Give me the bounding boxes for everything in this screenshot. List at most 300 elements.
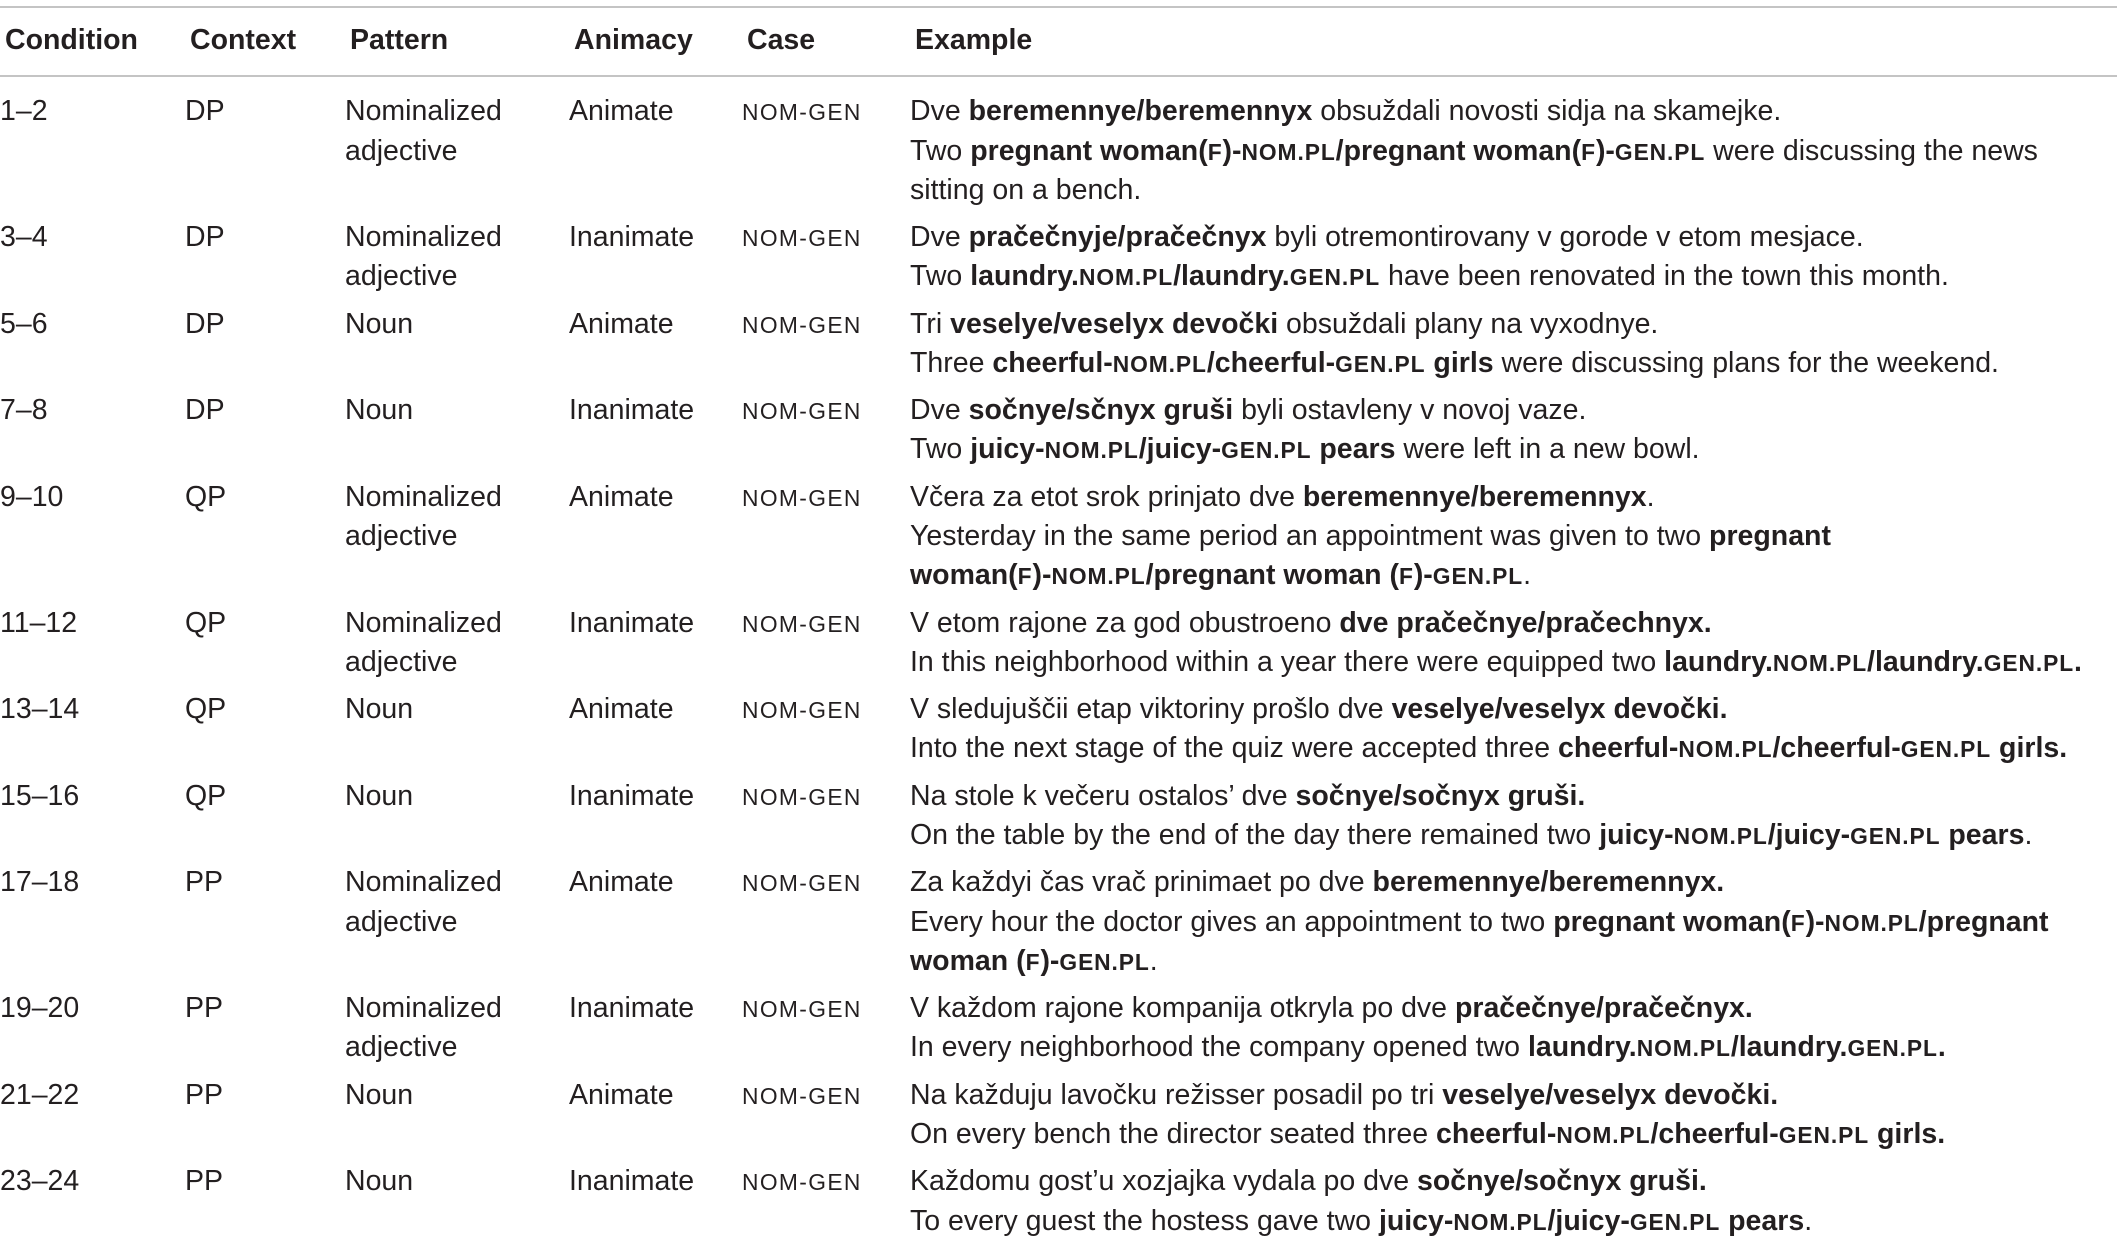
example-line — [910, 344, 2105, 383]
animacy-value: Inanimate — [569, 606, 695, 639]
context-value: QP — [185, 779, 227, 812]
table-row — [0, 1072, 2117, 1159]
target-phrase: girls. — [1991, 732, 2068, 765]
gloss-abbreviation: NOM.PL — [1044, 437, 1139, 464]
case-cell — [742, 1162, 910, 1240]
example-line — [910, 391, 2105, 430]
table-row — [0, 600, 2117, 687]
case-cell — [742, 391, 910, 469]
example-text: Three — [910, 346, 993, 379]
case-cell — [742, 989, 910, 1067]
example-text: . — [1149, 944, 1158, 977]
target-phrase: /cheerful- — [1650, 1117, 1779, 1150]
gloss-abbreviation: NOM.PL — [1241, 138, 1336, 165]
example-text: . — [1804, 1204, 1813, 1237]
example-text: Two — [910, 433, 971, 466]
target-phrase: pears — [1311, 433, 1396, 466]
table-body — [0, 88, 2117, 1240]
target-phrase: )- — [1222, 134, 1242, 167]
case-cell — [742, 478, 910, 595]
animacy-cell — [569, 777, 742, 855]
example-line — [910, 1076, 2105, 1115]
pattern-cell — [345, 863, 569, 980]
animacy-value: Animate — [569, 693, 674, 726]
context-value: QP — [185, 693, 227, 726]
context-cell — [185, 863, 345, 980]
gloss-abbreviation: GEN.PL — [1335, 350, 1426, 377]
pattern-cell — [345, 218, 569, 296]
example-line — [910, 132, 2105, 171]
example-cell — [910, 863, 2105, 980]
target-phrase: /cheerful- — [1206, 346, 1336, 379]
example-line — [910, 863, 2105, 902]
example-text: sitting on a bench. — [910, 173, 1142, 206]
target-phrase: . — [1937, 1031, 1946, 1064]
header-case: Case — [747, 24, 816, 56]
example-cell — [910, 92, 2105, 209]
condition-value: 1–2 — [0, 95, 48, 128]
case-value: NOM-GEN — [742, 311, 862, 338]
table-header-rule — [0, 75, 2117, 77]
animacy-cell — [569, 1162, 742, 1240]
context-cell — [185, 305, 345, 383]
pattern-cell — [345, 305, 569, 383]
case-cell — [742, 604, 910, 682]
example-line — [910, 92, 2105, 131]
example-text: V každom rajone kompanija otkryla po dve — [910, 992, 1455, 1025]
example-cell — [910, 989, 2105, 1067]
gloss-abbreviation: GEN.PL — [1614, 138, 1706, 165]
gloss-abbreviation: NOM.PL — [1078, 264, 1174, 291]
gloss-abbreviation: NOM.PL — [1673, 823, 1768, 850]
context-value: DP — [185, 307, 225, 340]
example-line — [910, 430, 2105, 469]
pattern-value: Nominalized adjective — [345, 95, 502, 167]
gloss-abbreviation: GEN.PL — [1289, 264, 1381, 291]
case-cell — [742, 92, 910, 209]
pattern-value: Noun — [345, 693, 414, 726]
gloss-abbreviation: NOM.PL — [1772, 649, 1868, 676]
animacy-value: Animate — [569, 866, 674, 899]
example-line — [910, 218, 2105, 257]
context-cell — [185, 1076, 345, 1154]
target-phrase: veselye/veselyx devočki — [950, 307, 1279, 340]
target-phrase: pregnant woman( — [970, 134, 1208, 167]
target-phrase: juicy- — [1378, 1204, 1454, 1237]
animacy-value: Animate — [569, 480, 674, 513]
gloss-abbreviation: F — [1017, 563, 1033, 590]
animacy-value: Inanimate — [569, 1165, 695, 1198]
condition-value: 17–18 — [0, 866, 80, 899]
table-row — [0, 773, 2117, 860]
gloss-abbreviation: GEN.PL — [1778, 1121, 1870, 1148]
example-text: Za každyi čas vrač prinimaet po dve — [910, 866, 1373, 899]
target-phrase: beremennye/beremennyx. — [1372, 866, 1725, 899]
condition-value: 15–16 — [0, 779, 80, 812]
target-phrase: sočnye/sočnyx gruši. — [1295, 779, 1586, 812]
target-phrase: veselye/veselyx devočki. — [1442, 1078, 1779, 1111]
header-condition: Condition — [5, 24, 138, 56]
target-phrase: pregnant woman( — [1553, 905, 1791, 938]
example-text: Yesterday in the same period an appointment was given to two — [910, 520, 1710, 553]
target-phrase: pregnant — [1709, 520, 1831, 553]
example-line — [910, 903, 2105, 942]
table-row — [0, 1158, 2117, 1240]
gloss-abbreviation: NOM.PL — [1112, 350, 1207, 377]
context-value: DP — [185, 221, 225, 254]
example-text: Dve — [910, 95, 969, 128]
target-phrase: cheerful- — [1435, 1117, 1557, 1150]
animacy-value: Inanimate — [569, 221, 695, 254]
gloss-abbreviation: NOM.PL — [1678, 736, 1773, 763]
example-text: To every guest the hostess gave two — [910, 1204, 1379, 1237]
context-cell — [185, 218, 345, 296]
gloss-abbreviation: F — [1790, 909, 1806, 936]
context-cell — [185, 989, 345, 1067]
pattern-cell — [345, 92, 569, 209]
example-cell — [910, 777, 2105, 855]
target-phrase: juicy- — [970, 433, 1045, 466]
table-row — [0, 686, 2117, 773]
example-line — [910, 305, 2105, 344]
target-phrase: pears — [1720, 1204, 1805, 1237]
condition-value: 5–6 — [0, 307, 48, 340]
case-value: NOM-GEN — [742, 225, 862, 252]
target-phrase: /laundry. — [1173, 260, 1290, 293]
example-text: In this neighborhood within a year there were equipped two — [910, 645, 1665, 678]
gloss-abbreviation: GEN.PL — [1847, 1035, 1938, 1062]
target-phrase: pears — [1940, 819, 2025, 852]
condition-cell — [0, 989, 185, 1067]
case-cell — [742, 863, 910, 980]
example-text: Into the next stage of the quiz were accepted three — [910, 732, 1558, 765]
example-line — [910, 1162, 2105, 1201]
animacy-cell — [569, 218, 742, 296]
condition-value: 9–10 — [0, 480, 64, 513]
example-line — [910, 1202, 2105, 1241]
target-phrase: )- — [1032, 559, 1052, 592]
context-cell — [185, 1162, 345, 1240]
gloss-abbreviation: F — [1207, 138, 1223, 165]
target-phrase: sočnye/sočnyx gruši. — [1416, 1165, 1707, 1198]
animacy-cell — [569, 690, 742, 768]
target-phrase: /pregnant woman( — [1335, 134, 1582, 167]
pattern-cell — [345, 478, 569, 595]
condition-cell — [0, 690, 185, 768]
example-cell — [910, 218, 2105, 296]
animacy-value: Inanimate — [569, 394, 695, 427]
example-cell — [910, 391, 2105, 469]
case-value: NOM-GEN — [742, 398, 862, 425]
gloss-abbreviation: F — [1025, 948, 1041, 975]
target-phrase: /juicy- — [1138, 433, 1222, 466]
table-row — [0, 474, 2117, 600]
example-text: were discussing the news — [1705, 134, 2038, 167]
target-phrase: )- — [1595, 134, 1615, 167]
gloss-abbreviation: NOM.PL — [1824, 909, 1919, 936]
pattern-value: Nominalized adjective — [345, 866, 502, 938]
target-phrase: woman ( — [910, 944, 1026, 977]
gloss-abbreviation: GEN.PL — [1983, 649, 2075, 676]
example-text: Každomu gost’u xozjajka vydala po dve — [910, 1165, 1417, 1198]
condition-value: 23–24 — [0, 1165, 80, 1198]
condition-cell — [0, 391, 185, 469]
gloss-abbreviation: F — [1398, 563, 1414, 590]
target-phrase: /laundry. — [1730, 1031, 1848, 1064]
example-text: V etom rajone za god obustroeno — [910, 606, 1340, 639]
pattern-value: Noun — [345, 1078, 414, 1111]
case-value: NOM-GEN — [742, 484, 862, 511]
example-text: were discussing plans for the weekend. — [1493, 346, 1999, 379]
pattern-cell — [345, 690, 569, 768]
table-row — [0, 387, 2117, 474]
example-text: Na každuju lavočku režisser posadil po tri — [910, 1078, 1443, 1111]
context-cell — [185, 391, 345, 469]
animacy-cell — [569, 391, 742, 469]
case-value: NOM-GEN — [742, 697, 862, 724]
gloss-abbreviation: GEN.PL — [1221, 437, 1312, 464]
example-line — [910, 1115, 2105, 1154]
case-value: NOM-GEN — [742, 99, 862, 126]
context-value: QP — [185, 606, 227, 639]
condition-cell — [0, 777, 185, 855]
target-phrase: /juicy- — [1767, 819, 1851, 852]
example-text: V sledujuščii etap viktoriny prošlo dve — [910, 693, 1392, 726]
pattern-value: Noun — [345, 779, 414, 812]
example-text: . — [2024, 819, 2033, 852]
target-phrase: pračečnye/pračečnyx. — [1454, 992, 1753, 1025]
condition-value: 13–14 — [0, 693, 80, 726]
table-row — [0, 985, 2117, 1072]
example-line — [910, 777, 2105, 816]
target-phrase: cheerful- — [992, 346, 1113, 379]
target-phrase: beremennye/beremennyx — [1302, 480, 1647, 513]
example-line — [910, 257, 2105, 296]
example-text: . — [1523, 559, 1532, 592]
target-phrase: /cheerful- — [1772, 732, 1901, 765]
condition-cell — [0, 478, 185, 595]
table-header-row — [0, 21, 2117, 60]
example-line — [910, 643, 2105, 682]
pattern-cell — [345, 391, 569, 469]
example-text: On every bench the director seated three — [910, 1117, 1436, 1150]
gloss-abbreviation: GEN.PL — [1850, 823, 1941, 850]
pattern-cell — [345, 777, 569, 855]
animacy-cell — [569, 92, 742, 209]
case-cell — [742, 305, 910, 383]
case-cell — [742, 690, 910, 768]
target-phrase: /juicy- — [1547, 1204, 1630, 1237]
example-text: Dve — [910, 394, 969, 427]
table-top-rule — [0, 6, 2117, 8]
animacy-cell — [569, 604, 742, 682]
condition-cell — [0, 1076, 185, 1154]
condition-cell — [0, 604, 185, 682]
target-phrase: veselye/veselyx devočki. — [1391, 693, 1728, 726]
header-context: Context — [190, 24, 297, 56]
example-cell — [910, 1162, 2105, 1240]
target-phrase: /pregnant — [1918, 905, 2049, 938]
context-value: QP — [185, 480, 227, 513]
table-row — [0, 859, 2117, 985]
example-line — [910, 171, 2105, 210]
example-line — [910, 942, 2105, 981]
target-phrase: girls. — [1869, 1117, 1946, 1150]
context-cell — [185, 92, 345, 209]
animacy-value: Inanimate — [569, 779, 695, 812]
example-text: Dve — [910, 221, 969, 254]
example-line — [910, 478, 2105, 517]
context-value: DP — [185, 95, 225, 128]
gloss-abbreviation: NOM.PL — [1636, 1035, 1731, 1062]
case-value: NOM-GEN — [742, 996, 862, 1023]
target-phrase: cheerful- — [1558, 732, 1679, 765]
context-cell — [185, 604, 345, 682]
case-value: NOM-GEN — [742, 1169, 862, 1196]
condition-value: 7–8 — [0, 394, 48, 427]
target-phrase: /laundry. — [1867, 645, 1984, 678]
gloss-abbreviation: F — [1581, 138, 1596, 165]
example-line — [910, 604, 2105, 643]
example-cell — [910, 1076, 2105, 1154]
target-phrase: girls — [1425, 346, 1494, 379]
gloss-abbreviation: GEN.PL — [1059, 948, 1150, 975]
pattern-value: Nominalized adjective — [345, 480, 502, 553]
context-value: DP — [185, 394, 225, 427]
pattern-cell — [345, 989, 569, 1067]
case-value: NOM-GEN — [742, 870, 862, 897]
condition-cell — [0, 863, 185, 980]
condition-value: 19–20 — [0, 992, 80, 1025]
condition-value: 21–22 — [0, 1078, 80, 1111]
example-text: In every neighborhood the company opened two — [910, 1031, 1528, 1064]
context-value: PP — [185, 1078, 224, 1111]
example-line — [910, 816, 2105, 855]
header-example: Example — [915, 24, 1033, 56]
animacy-value: Inanimate — [569, 992, 695, 1025]
condition-cell — [0, 92, 185, 209]
pattern-value: Nominalized adjective — [345, 992, 502, 1064]
example-line — [910, 729, 2105, 768]
condition-value: 3–4 — [0, 221, 48, 254]
context-value: PP — [185, 992, 224, 1025]
example-text: . — [1646, 480, 1655, 513]
example-line — [910, 989, 2105, 1028]
gloss-abbreviation: GEN.PL — [1629, 1208, 1721, 1235]
condition-cell — [0, 305, 185, 383]
example-text: On the table by the end of the day there remained two — [910, 819, 1600, 852]
table-row — [0, 88, 2117, 214]
example-text: Two — [910, 260, 971, 293]
example-text: byli ostavleny v novoj vaze. — [1233, 394, 1587, 427]
target-phrase: /pregnant woman ( — [1145, 559, 1399, 592]
example-line — [910, 1028, 2105, 1067]
header-pattern: Pattern — [350, 24, 449, 56]
gloss-abbreviation: NOM.PL — [1051, 563, 1146, 590]
example-line — [910, 690, 2105, 729]
example-text: obsuždali novosti sidja na skamejke. — [1312, 95, 1782, 128]
example-text: Na stole k večeru ostalos’ dve — [910, 779, 1296, 812]
target-phrase: )- — [1805, 905, 1825, 938]
condition-value: 11–12 — [0, 606, 78, 639]
target-phrase: laundry. — [970, 260, 1079, 293]
case-cell — [742, 1076, 910, 1154]
example-cell — [910, 690, 2105, 768]
example-text: Včera za etot srok prinjato dve — [910, 480, 1303, 513]
animacy-cell — [569, 1076, 742, 1154]
case-value: NOM-GEN — [742, 610, 862, 637]
pattern-value: Noun — [345, 1165, 414, 1198]
animacy-cell — [569, 989, 742, 1067]
example-text: obsuždali plany na vyxodnye. — [1278, 307, 1659, 340]
case-value: NOM-GEN — [742, 783, 862, 810]
target-phrase: laundry. — [1664, 645, 1773, 678]
target-phrase: beremennye/beremennyx — [968, 95, 1313, 128]
header-animacy: Animacy — [574, 24, 693, 56]
example-text: were left in a new bowl. — [1395, 433, 1700, 466]
context-cell — [185, 777, 345, 855]
gloss-abbreviation: NOM.PL — [1556, 1121, 1651, 1148]
case-cell — [742, 777, 910, 855]
animacy-value: Animate — [569, 1078, 674, 1111]
animacy-cell — [569, 478, 742, 595]
table-row — [0, 301, 2117, 388]
example-cell — [910, 478, 2105, 595]
pattern-value: Nominalized adjective — [345, 221, 502, 293]
example-text: Two — [910, 134, 971, 167]
gloss-abbreviation: GEN.PL — [1432, 563, 1524, 590]
context-value: PP — [185, 1165, 224, 1198]
target-phrase: sočnye/sčnyx gruši — [968, 394, 1234, 427]
target-phrase: )- — [1413, 559, 1433, 592]
pattern-value: Noun — [345, 394, 414, 427]
example-text: Every hour the doctor gives an appointment to two — [910, 905, 1554, 938]
example-cell — [910, 604, 2105, 682]
case-cell — [742, 218, 910, 296]
pattern-cell — [345, 1162, 569, 1240]
example-text: have been renovated in the town this month. — [1380, 260, 1949, 293]
context-value: PP — [185, 866, 224, 899]
gloss-abbreviation: GEN.PL — [1900, 736, 1992, 763]
pattern-cell — [345, 604, 569, 682]
example-line — [910, 517, 2105, 556]
case-value: NOM-GEN — [742, 1082, 862, 1109]
pattern-value: Nominalized adjective — [345, 606, 502, 678]
target-phrase: dve pračečnye/pračechnyx. — [1339, 606, 1712, 639]
pattern-cell — [345, 1076, 569, 1154]
target-phrase: juicy- — [1599, 819, 1674, 852]
animacy-value: Animate — [569, 95, 674, 128]
target-phrase: . — [2074, 645, 2082, 678]
example-cell — [910, 305, 2105, 383]
context-cell — [185, 690, 345, 768]
target-phrase: laundry. — [1527, 1031, 1637, 1064]
animacy-cell — [569, 305, 742, 383]
target-phrase: pračečnyje/pračečnyx — [968, 221, 1267, 254]
target-phrase: )- — [1040, 944, 1060, 977]
table-row — [0, 214, 2117, 301]
condition-cell — [0, 218, 185, 296]
context-cell — [185, 478, 345, 595]
example-text: byli otremontirovany v gorode v etom mesjace. — [1266, 221, 1864, 254]
animacy-cell — [569, 863, 742, 980]
condition-cell — [0, 1162, 185, 1240]
animacy-value: Animate — [569, 307, 674, 340]
pattern-value: Noun — [345, 307, 414, 340]
target-phrase: woman( — [910, 559, 1018, 592]
example-text: Tri — [910, 307, 951, 340]
example-line — [910, 556, 2105, 595]
